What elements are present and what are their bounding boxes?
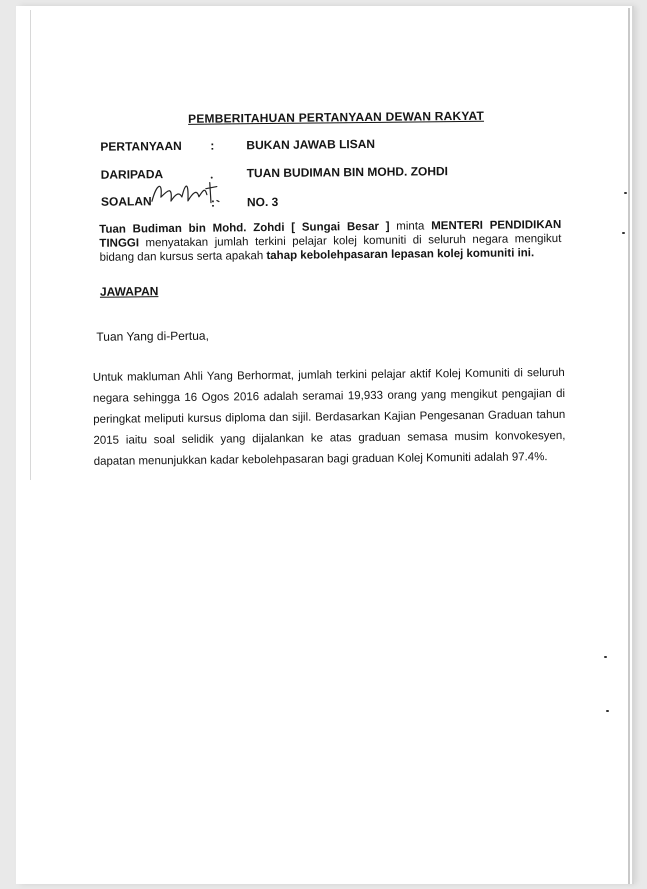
- handwritten-signature: [149, 170, 229, 211]
- meta-label-daripada: DARIPADA: [100, 167, 164, 182]
- question-emphasis: tahap kebolehpasaran lepasan kolej komuniti ini.: [266, 247, 535, 263]
- scan-speck: [604, 656, 607, 658]
- page-edge-left: [30, 10, 31, 480]
- meta-colon-pertanyaan: :: [210, 138, 215, 153]
- page-edge-right: [628, 8, 630, 884]
- meta-label-soalan: SOALAN: [100, 194, 152, 209]
- scan-speck: [606, 710, 609, 712]
- answer-paragraph: Untuk makluman Ahli Yang Berhormat, jumlah terkini pelajar aktif Kolej Komuniti di seluruh negara sehingga 16 Ogos 2016 adalah seramai 19,933 orang yang mengikut pengajian di peringkat meliputi kursus diploma dan sijil. Berdasarkan Kajian Pengesanan Graduan tahun 2015 iaitu soal selidik yang dijalankan ke atas graduan semasa musim konvokesyen, dapatan menunjukkan kadar kebolehpasaran bagi graduan Kolej Komuniti adalah 97.4%.: [92, 366, 566, 468]
- document-title: PEMBERITAHUAN PERTANYAAN DEWAN RAKYAT: [188, 108, 485, 126]
- meta-value-daripada: TUAN BUDIMAN BIN MOHD. ZOHDI: [246, 164, 449, 181]
- meta-value-soalan: NO. 3: [246, 194, 279, 210]
- question-connector: minta: [389, 220, 432, 233]
- scan-speck: [622, 232, 625, 234]
- salutation: Tuan Yang di-Pertua,: [96, 328, 209, 344]
- answer-heading: JAWAPAN: [99, 284, 159, 299]
- question-text: [99, 218, 561, 265]
- scan-speck: [624, 192, 627, 194]
- meta-label-pertanyaan: PERTANYAAN: [100, 138, 182, 154]
- meta-colon-soalan: :: [210, 195, 216, 210]
- question-addressee: MENTERI PENDIDIKAN TINGGI: [99, 218, 562, 250]
- question-body: menyatakan jumlah terkini pelajar kolej komuniti di seluruh negara mengikut bidang dan kursus serta apakah: [99, 232, 562, 264]
- meta-value-pertanyaan: BUKAN JAWAB LISAN: [246, 136, 376, 153]
- question-asker: Tuan Budiman bin Mohd. Zohdi [ Sungai Besar ]: [99, 220, 390, 236]
